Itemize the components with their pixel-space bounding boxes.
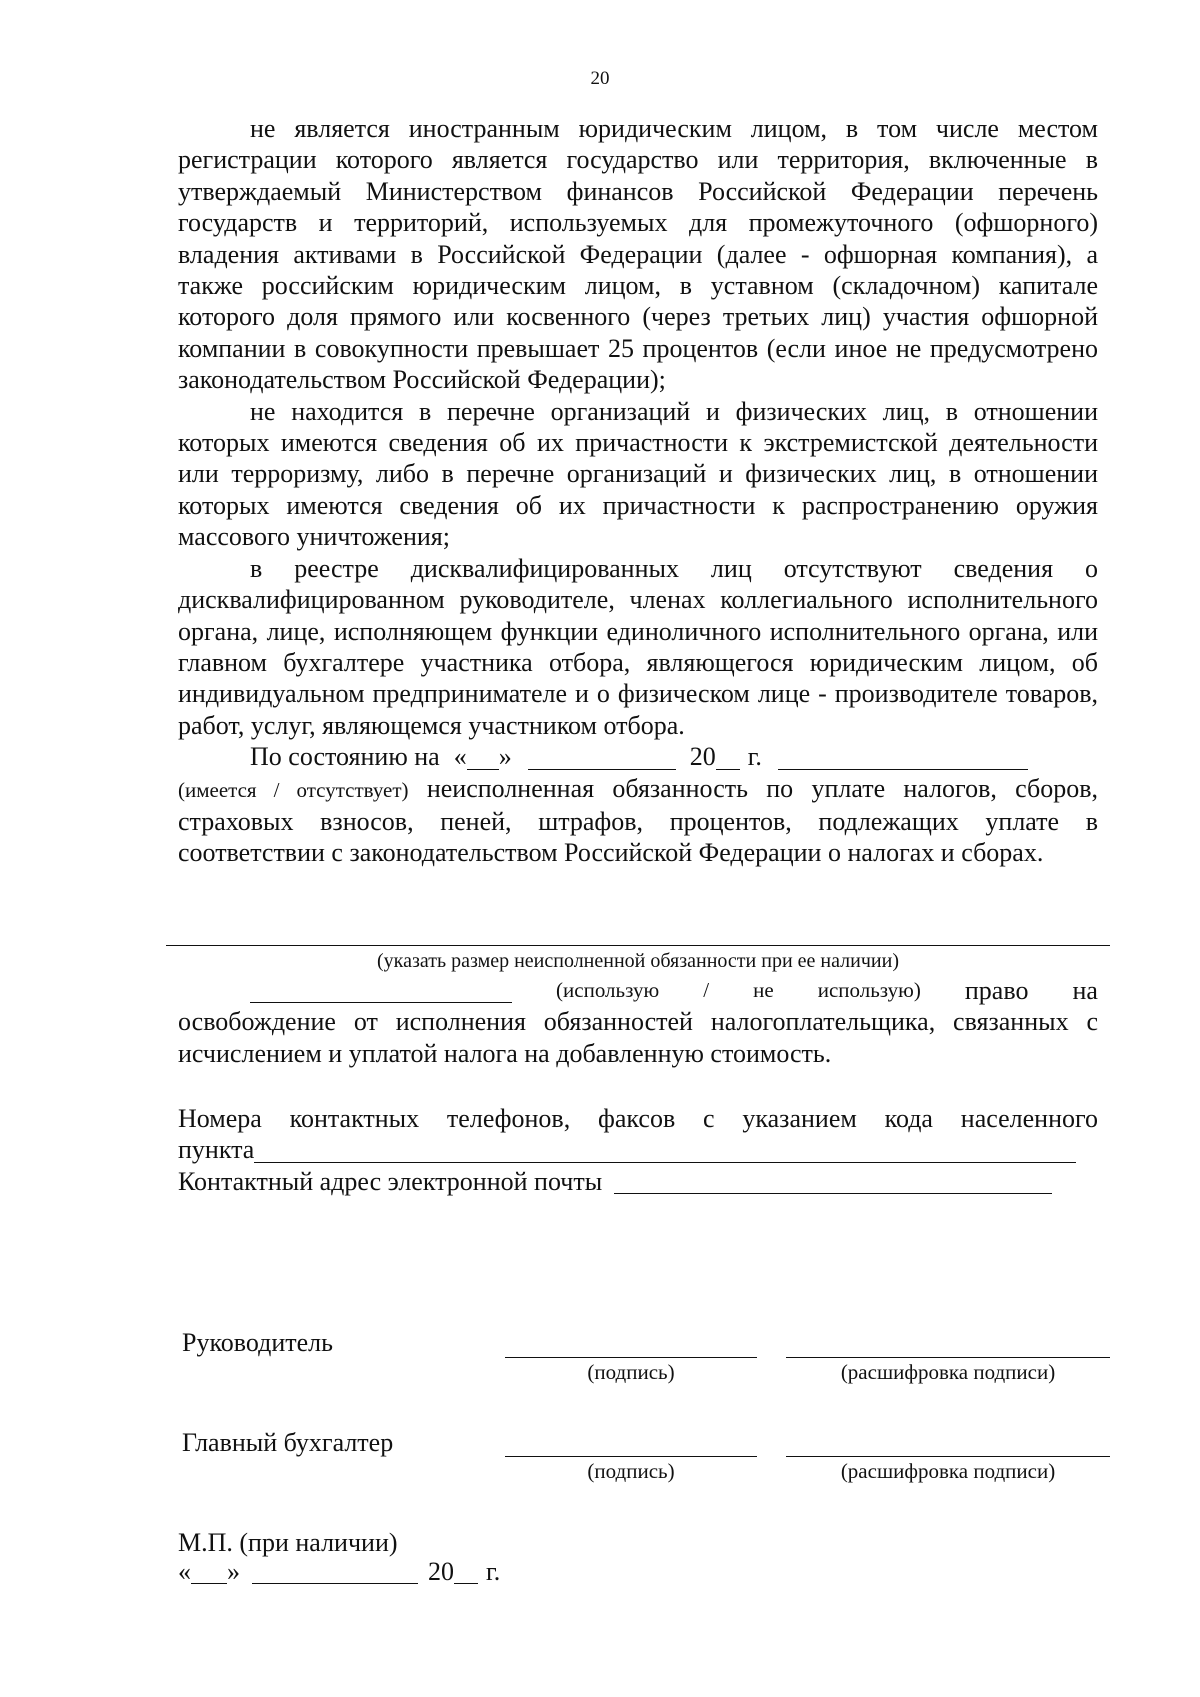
main-text xyxy=(178,113,1098,869)
stamp-date-block xyxy=(178,1556,1098,1587)
phones-field[interactable] xyxy=(254,1140,1076,1163)
vat-right-word: право xyxy=(964,976,1029,1005)
vat-na-word: на xyxy=(1072,976,1098,1005)
status-prefix: По состоянию на xyxy=(250,742,440,772)
stamp-month-field[interactable] xyxy=(252,1561,418,1584)
paragraph-disqualified: в реестре дисквалифицированных лиц отсутствуют сведения о дисквалифицированном руководителе, членах коллегиального исполнительного органа, лице, исполняющем функции единоличного исполнительного органа, или главном бухгалтере участника отбора, являющегося юридическим лицом, об индивидуальном предпринимателе и о физическом лице - производителе товаров, работ, услуг, являющемся участником отбора. xyxy=(178,553,1098,740)
status-close-quote: » xyxy=(498,742,512,772)
email-line xyxy=(178,1166,1098,1197)
paragraph-extremism: не находится в перечне организаций и физических лиц, в отношении которых имеются сведения об их причастности к экстремистской деятельности или терроризму, либо в перечне организаций и физических лиц, в отношении которых имеются сведения об их причастности к распространению оружия массового уничтожения; xyxy=(178,396,1098,552)
stamp-day-field[interactable] xyxy=(191,1561,227,1584)
year-field[interactable] xyxy=(716,747,740,770)
stamp-date-line xyxy=(178,1556,1098,1587)
head-signature-caption: (подпись) xyxy=(587,1360,675,1384)
accountant-signature-caption: (подпись) xyxy=(587,1459,675,1483)
vat-option-use: (использую xyxy=(556,978,660,1002)
status-open-quote: « xyxy=(453,742,467,772)
stamp-year-field[interactable] xyxy=(454,1561,478,1584)
phones-label-2: пункта xyxy=(178,1135,255,1165)
vat-option-slash: / xyxy=(703,978,710,1002)
vat-block xyxy=(178,975,1098,1069)
head-decode-caption: (расшифровка подписи) xyxy=(840,1360,1056,1384)
accountant-decode-field[interactable] xyxy=(786,1456,1110,1457)
head-label: Руководитель xyxy=(182,1328,333,1357)
tax-debt-paragraph xyxy=(178,773,1098,869)
phones-line xyxy=(178,1134,1098,1165)
accountant-decode-caption: (расшифровка подписи) xyxy=(840,1459,1056,1483)
month-field[interactable] xyxy=(528,747,676,770)
vat-option-use2: использую) xyxy=(817,978,921,1002)
debt-amount-field[interactable] xyxy=(166,945,1110,946)
paragraph-offshore: не является иностранным юридическим лицом, в том числе местом регистрации которого является государство или территория, включенные в утверждаемый Министерством финансов Российской Федерации перечень государств и территорий, используемых для промежуточного (офшорного) владения активами в Российской Федерации (далее - офшорная компания), а также российским юридическим лицом, в уставном (складочном) капитале которого доля прямого или косвенного (через третьих лиц) участия офшорной компании в совокупности превышает 25 процентов (если иное не предусмотрено законодательством Российской Федерации); xyxy=(178,114,1098,395)
vat-option-not: не xyxy=(753,978,774,1002)
debt-caption: (указать размер неисполненной обязанности при ее наличии) xyxy=(377,950,899,972)
email-label: Контактный адрес электронной почты xyxy=(178,1166,603,1196)
presence-field[interactable] xyxy=(778,747,1028,770)
tax-debt-options: (имеется / отсутствует) xyxy=(178,777,409,802)
stamp-year-prefix: 20 xyxy=(428,1557,454,1586)
head-decode-field[interactable] xyxy=(786,1357,1110,1358)
accountant-signature-field[interactable] xyxy=(505,1456,757,1457)
stamp-label: М.П. (при наличии) xyxy=(178,1528,398,1557)
vat-rest-text: освобождение от исполнения обязанностей налогоплательщика, связанных с исчислением и уплатой налога на добавленную стоимость. xyxy=(178,1007,1098,1068)
status-year-suffix: г. xyxy=(747,742,762,772)
status-date-line xyxy=(178,741,1098,772)
vat-first-line xyxy=(178,975,1098,1006)
head-signature-field[interactable] xyxy=(505,1357,757,1358)
stamp-year-suffix: г. xyxy=(486,1557,501,1586)
stamp-close-quote: » xyxy=(227,1557,240,1586)
contacts-block xyxy=(178,1103,1098,1197)
page-number: 20 xyxy=(590,68,610,89)
status-year-prefix: 20 xyxy=(689,742,716,772)
vat-usage-field[interactable] xyxy=(250,980,512,1003)
email-field[interactable] xyxy=(614,1171,1052,1194)
day-field[interactable] xyxy=(467,747,499,770)
accountant-label: Главный бухгалтер xyxy=(182,1428,394,1457)
tax-debt-text: неисполненная обязанность по уплате налогов, сборов, страховых взносов, пеней, штрафов, процентов, подлежащих уплате в соответствии с законодательством Российской Федерации о налогах и сборах. xyxy=(178,773,1098,868)
phones-label: Номера контактных телефонов, факсов с указанием кода населенного xyxy=(178,1104,1098,1133)
stamp-open-quote: « xyxy=(178,1557,191,1586)
